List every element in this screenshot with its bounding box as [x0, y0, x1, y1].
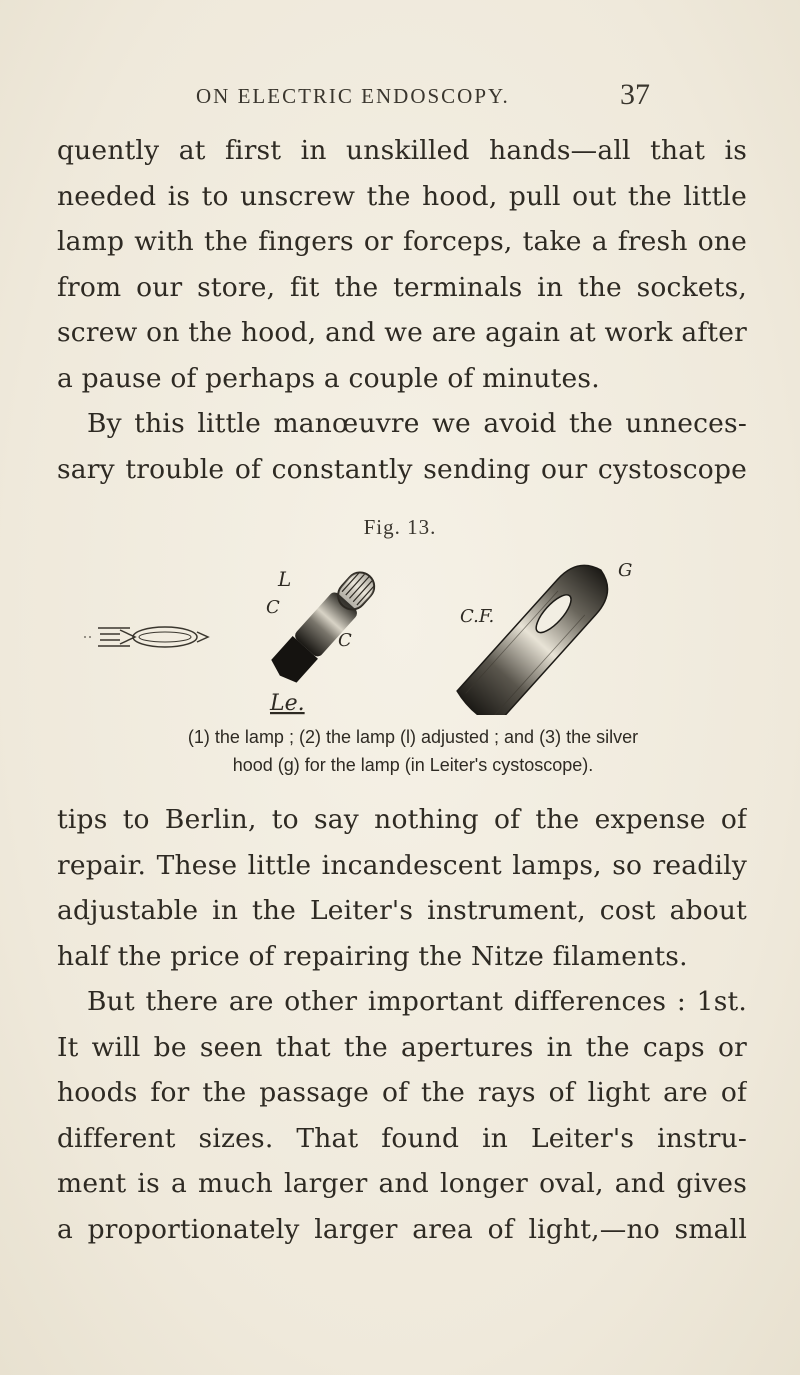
running-header: ON ELECTRIC ENDOSCOPY.	[196, 84, 510, 108]
paragraph-bottom	[57, 797, 747, 1252]
label-g: G	[618, 560, 633, 581]
label-c-upper: C	[266, 597, 280, 618]
text-line: But there are other important differences : 1st.	[87, 986, 747, 1017]
text-line: It will be seen that the apertures in the caps or	[57, 1031, 747, 1063]
text-line: quently at first in unskilled hands—all that is	[57, 135, 747, 166]
label-c-lower: C	[338, 630, 352, 651]
text-line: from our store, fit the terminals in the sockets,	[57, 271, 747, 303]
text-line: By this little manœuvre we avoid the unneces-	[87, 408, 747, 439]
text-line: lamp with the fingers or forceps, take a fresh one	[57, 226, 747, 257]
text-line: adjustable in the Leiter's instrument, cost about	[57, 895, 747, 926]
figure-illustration	[60, 550, 700, 715]
text-line: tips to Berlin, to say nothing of the expense of	[57, 804, 747, 835]
silver-hood-drawing	[454, 553, 620, 715]
text-line: ment is a much larger and longer oval, and gives	[57, 1168, 747, 1199]
label-cf: C.F.	[460, 606, 495, 627]
paragraph-top	[57, 128, 747, 492]
text-line: a pause of perhaps a couple of minutes.	[57, 362, 600, 394]
text-line: repair. These little incandescent lamps, so readily	[57, 849, 747, 881]
text-line: needed is to unscrew the hood, pull out the little	[57, 180, 747, 212]
text-line: sary trouble of constantly sending our cystoscope	[57, 453, 747, 485]
page-number: 37	[620, 78, 650, 111]
text-line: a proportionately larger area of light,—no small	[57, 1213, 747, 1245]
text-line: different sizes. That found in Leiter's instru-	[57, 1122, 747, 1154]
lamp-drawing	[84, 627, 208, 647]
text-line: half the price of repairing the Nitze filaments.	[57, 940, 688, 972]
figure-title: Fig. 13.	[363, 515, 437, 539]
text-line: hoods for the passage of the rays of light are of	[57, 1077, 747, 1108]
label-le: Le.	[270, 691, 305, 715]
figure-caption	[88, 723, 738, 779]
caption-line: (1) the lamp ; (2) the lamp (l) adjusted ; and (3) the silver	[187, 727, 639, 747]
label-l: L	[278, 567, 292, 591]
caption-line: hood (g) for the lamp (in Leiter's cystoscope).	[232, 755, 594, 775]
text-line: screw on the hood, and we are again at work after	[57, 317, 747, 348]
